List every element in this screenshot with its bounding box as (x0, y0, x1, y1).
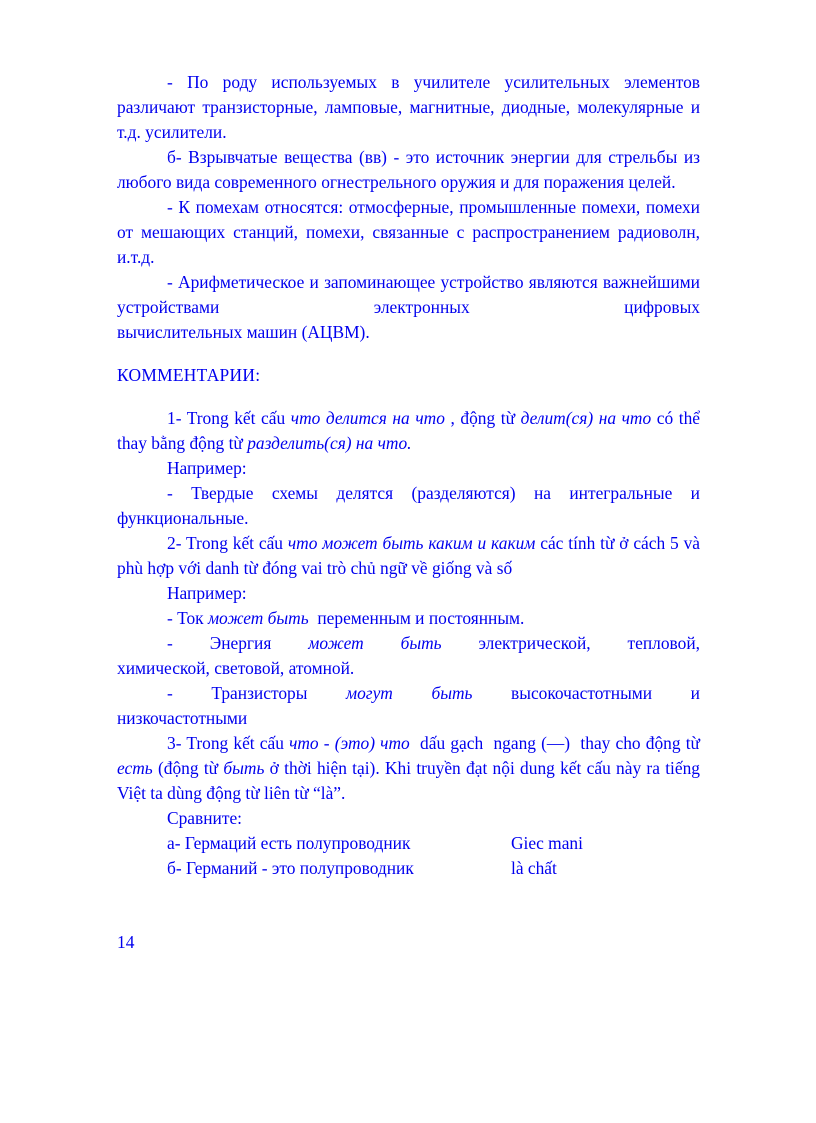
comment-3-italic-b: что - (это) что (289, 733, 410, 753)
ex2-italic-b: может быть (308, 633, 442, 653)
comment-2-text-a: 2- Trong kết cấu (167, 533, 288, 553)
comment-1-italic-b: что делится на что (290, 408, 445, 428)
comment-2-example-3 (117, 681, 700, 706)
ex3-italic-b: могут быть (346, 683, 473, 703)
comment-3-italic-f: быть (223, 758, 265, 778)
paragraph-amplifier-types: - По роду используемых в училителе усилительных элементов различают транзисторные, ламповые, магнитные, диодные, молекулярные и т.д. усилители. (117, 72, 700, 142)
compare-row-b-vietnamese: là chất (511, 858, 557, 878)
paragraph-arithmetic-unit-line1: - Арифметическое и запоминающее устройство являются важнейшими устройствами электронных цифровых (117, 272, 700, 317)
ex1-text-a: - Ток (167, 608, 208, 628)
comment-1-italic-f: разделить(ся) на что. (247, 433, 412, 453)
compare-row-b (117, 856, 700, 881)
comment-2-example-2 (117, 631, 700, 656)
compare-row-a-russian: а- Гермаций есть полупроводник (167, 833, 411, 853)
comment-1-example: - Твердые схемы делятся (разделяются) на интегральные и функциональные. (117, 483, 700, 528)
ex1-text-c: переменным и постоянным. (308, 608, 525, 628)
comment-3-compare-label: Сравните: (167, 808, 242, 828)
comment-3 (117, 731, 705, 806)
paragraph-interference: - К помехам относятся: отмосферные, промышленные помехи, помехи от мешающих станций, помехи, связанные с распространением радиоволн, и.т.д. (117, 197, 700, 267)
compare-row-a (117, 831, 700, 856)
comment-2-example-1 (117, 606, 700, 631)
comment-3-text-e: (động từ (152, 758, 224, 778)
comment-1-text-a: 1- Trong kết cấu (167, 408, 291, 428)
comment-1-italic-d: делит(ся) на что (520, 408, 652, 428)
ex3-text-c: высокочастотными и (511, 683, 700, 703)
comment-3-text-c: dấu gạch ngang (—) thay cho động từ (409, 733, 705, 753)
comment-1 (117, 406, 700, 456)
comment-3-text-a: 3- Trong kết cấu (167, 733, 290, 753)
comment-2-example-label: Например: (167, 583, 247, 603)
ex3-text-a: - Транзисторы (167, 683, 346, 703)
ex2-text-a: - Энергия (167, 633, 309, 653)
comment-1-example-label: Например: (167, 458, 247, 478)
comment-3-text-g: ở thời hiện tại). Khi truyền đạt nội dung kết cấu này ra tiếng Việt ta dùng động từ liên từ “là”. (117, 758, 700, 803)
document-page (117, 70, 705, 881)
page-number: 14 (117, 932, 135, 952)
compare-row-b-russian: б- Германий - это полупроводник (167, 858, 414, 878)
comment-2-example-3-cont: низкочастотными (117, 708, 248, 728)
comments-heading: КОММЕНТАРИИ: (117, 365, 261, 385)
comment-2-text-c: các tính từ ở cách 5 và phù hợp với danh từ đóng vai trò chủ ngữ về giống và số (117, 533, 700, 578)
paragraph-arithmetic-unit-line2: вычислительных машин (АЦВМ). (117, 322, 370, 342)
paragraph-explosives: б- Взрывчатые вещества (вв) - это источник энергии для стрельбы из любого вида современного огнестрельного оружия и для поражения целей. (117, 147, 700, 192)
ex2-text-c: электрической, тепловой, (478, 633, 700, 653)
comment-1-text-c: , động từ (444, 408, 521, 428)
ex1-italic-b: может быть (207, 608, 309, 628)
comment-2 (117, 531, 700, 581)
comment-2-italic-b: что может быть каким и каким (287, 533, 536, 553)
compare-row-a-vietnamese: Giec mani (511, 833, 583, 853)
comment-3-italic-d: есть (117, 758, 153, 778)
comment-2-example-2-cont: химической, световой, атомной. (117, 658, 355, 678)
comment-1-text-e: có thể thay bằng động từ (117, 408, 700, 453)
